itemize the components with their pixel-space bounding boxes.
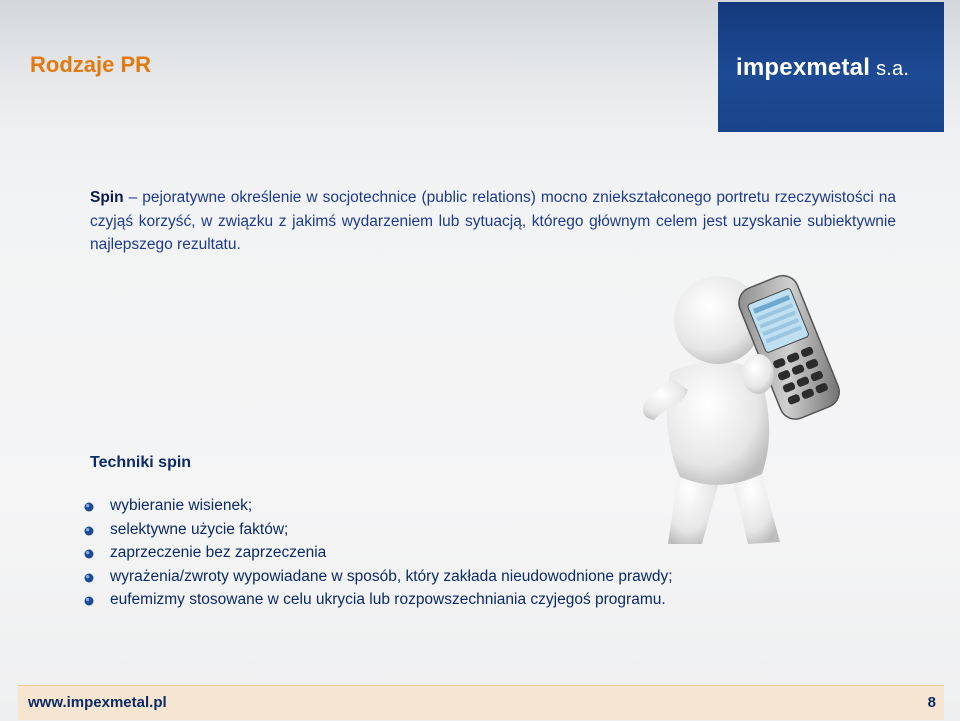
footer-bar xyxy=(18,685,944,720)
bullet-icon xyxy=(84,502,94,512)
logo-text xyxy=(736,54,909,82)
list-item xyxy=(84,588,673,612)
techniques-heading: Techniki spin xyxy=(90,454,192,471)
list-item-text: zaprzeczenie bez zaprzeczenia xyxy=(110,544,327,561)
list-item xyxy=(84,518,673,542)
list-item xyxy=(84,565,673,589)
spin-definition xyxy=(90,186,896,257)
bullet-icon xyxy=(84,573,94,583)
list-item-text: selektywne użycie faktów; xyxy=(110,520,289,538)
list-item-text: eufemizmy stosowane w celu ukrycia lub rozpowszechniania czyjegoś programu. xyxy=(110,591,666,608)
list-item-text: wyrażenia/zwroty wypowiadane w sposób, który zakłada nieudowodnione prawdy; xyxy=(110,567,673,585)
list-item xyxy=(84,541,673,565)
person-with-phone-illustration xyxy=(640,262,880,549)
footer-url: www.impexmetal.pl xyxy=(28,694,167,711)
logo-suffix: s.a. xyxy=(876,58,910,80)
spin-term: Spin xyxy=(90,189,124,206)
figure-right-hand xyxy=(742,354,774,394)
page-number: 8 xyxy=(927,694,936,711)
bullet-icon xyxy=(84,596,94,606)
techniques-list xyxy=(84,494,673,612)
list-item xyxy=(84,494,673,518)
bullet-icon xyxy=(84,526,94,536)
logo-name: impexmetal xyxy=(736,54,871,81)
list-item-text: wybieranie wisienek; xyxy=(110,497,253,514)
spin-definition-text: – pejoratywne określenie w socjotechnice (public relations) mocno zniekształconego portretu rzeczywistości na czyjąś korzyść, w związku z jakimś wydarzeniem lub sytuacją, którego głównym celem jest uzyskanie subiektywnie najlepszego rezultatu. xyxy=(90,189,896,253)
bullet-icon xyxy=(84,549,94,559)
slide-title: Rodzaje PR xyxy=(30,52,152,77)
company-logo xyxy=(718,2,944,132)
